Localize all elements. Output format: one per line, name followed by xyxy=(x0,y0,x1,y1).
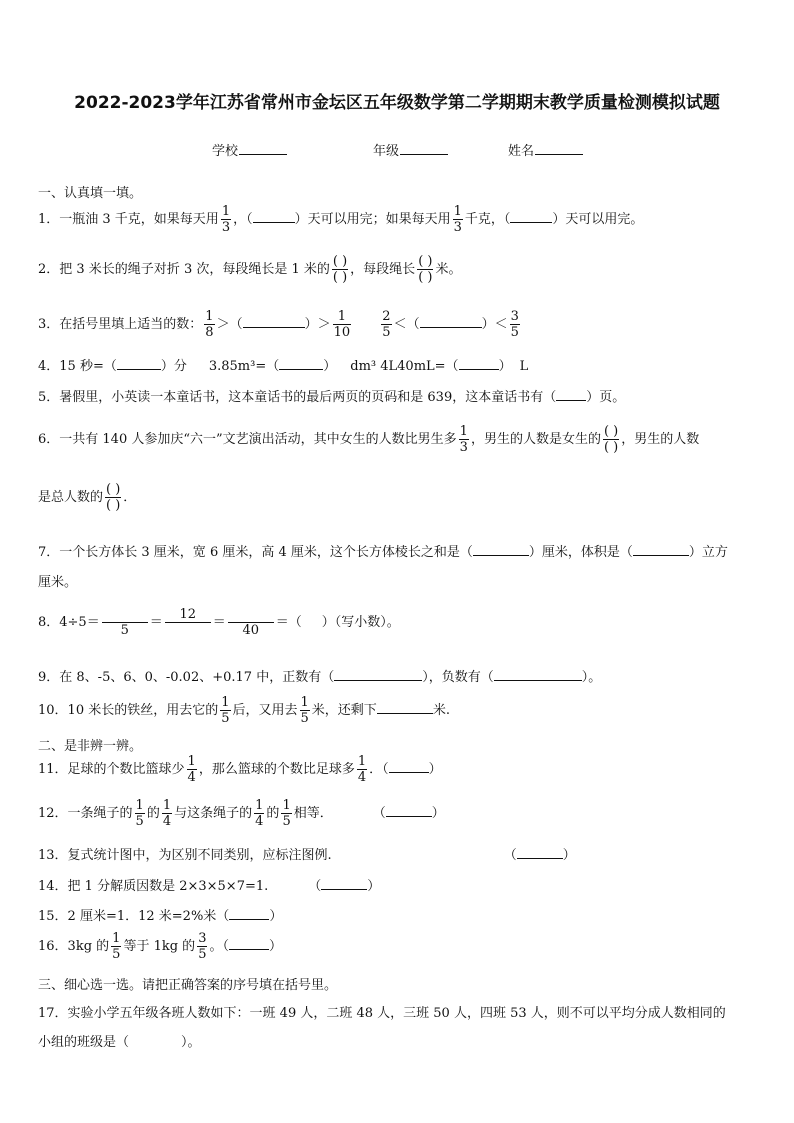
question-10: 10．10 米长的铁丝，用去它的 $\frac{1}{5}$ 后，又用去 $\frac{1}{5}$ 米，还剩下 米. xyxy=(38,695,450,726)
question-1: 1．一瓶油 3 千克，如果每天用 $\frac{1}{3}$ ，（ ）天可以用完；如果每天用 $\frac{1}{3}$ 千克，（ ）天可以用完。 xyxy=(38,204,644,235)
section-3-heading: 三、细心选一选。请把正确答案的序号填在括号里。 xyxy=(38,978,338,993)
answer-blank[interactable] xyxy=(494,680,582,681)
question-7: 7．一个长方体长 3 厘米，宽 6 厘米，高 4 厘米，这个长方体棱长之和是（ ）厘米，体积是（ ）立方 xyxy=(38,545,728,560)
answer-blank[interactable] xyxy=(377,713,433,714)
fraction: $\frac{1}{3}$ xyxy=(453,204,462,235)
section-1-heading: 一、认真填一填。 xyxy=(38,186,143,201)
fraction: $\frac{1}{4}$ xyxy=(255,798,264,829)
question-12: 12．一条绳子的 $\frac{1}{5}$ 的 $\frac{1}{4}$ 与这条绳子的 $\frac{1}{4}$ 的 $\frac{1}{5}$ 相等． （ ） xyxy=(38,798,445,829)
fraction-blank[interactable]: 12 xyxy=(165,608,211,637)
answer-blank[interactable] xyxy=(253,222,295,223)
answer-blank[interactable] xyxy=(334,680,422,681)
question-11: 11．足球的个数比篮球少 $\frac{1}{4}$ ，那么篮球的个数比足球多 $\frac{1}{4}$ ．（ ） xyxy=(38,754,442,785)
fraction: $\frac{1}{5}$ xyxy=(282,798,291,829)
question-9: 9．在 8、-5、6、0、-0.02、+0.17 中，正数有（ ），负数有（ ）。 xyxy=(38,670,602,685)
answer-blank[interactable] xyxy=(229,919,269,920)
question-6: 6．一共有 140 人参加庆“六一”文艺演出活动，其中女生的人数比男生多 $\frac{1}{3}$ ，男生的人数是女生的 $\frac{( )}{( )}$ ，男生的人数 xyxy=(38,424,700,455)
fraction: $\frac{3}{5}$ xyxy=(510,309,519,340)
answer-blank[interactable] xyxy=(117,369,161,370)
answer-blank[interactable] xyxy=(473,555,529,556)
answer-blank[interactable] xyxy=(229,949,269,950)
question-14: 14．把 1 分解质因数是 2×3×5×7=1. （ ） xyxy=(38,879,381,894)
fraction-blank[interactable]: 40 xyxy=(228,608,274,637)
answer-blank[interactable] xyxy=(389,772,429,773)
question-6-cont: 是总人数的 $\frac{( )}{( )}$ ． xyxy=(38,482,137,513)
school-field[interactable] xyxy=(212,140,287,159)
fraction: $\frac{1}{10}$ xyxy=(333,309,351,340)
fraction: $\frac{1}{3}$ xyxy=(221,204,231,235)
grade-blank[interactable] xyxy=(400,142,448,155)
answer-blank[interactable] xyxy=(321,889,367,890)
question-5: 5．暑假里，小英读一本童话书，这本童话书的最后两页的页码和是 639，这本童话书有（ ）页。 xyxy=(38,390,626,405)
question-3: 3．在括号里填上适当的数： $\frac{1}{8}$ ＞（ ）＞ $\frac{1}{10}$ $\frac{2}{5}$ ＜（ ）＜ $\frac{3}{5}$ xyxy=(38,309,519,340)
fraction: $\frac{2}{5}$ xyxy=(382,309,391,340)
answer-blank[interactable] xyxy=(459,369,499,370)
fraction-blank[interactable]: 5 xyxy=(102,608,148,637)
fraction-blank[interactable]: $\frac{( )}{( )}$ xyxy=(106,482,121,513)
fraction: $\frac{1}{5}$ xyxy=(300,695,309,726)
fraction-blank[interactable]: $\frac{( )}{( )}$ xyxy=(418,254,433,285)
fraction: $\frac{1}{5}$ xyxy=(112,931,121,962)
fraction: $\frac{1}{5}$ xyxy=(135,798,144,829)
name-field[interactable] xyxy=(508,140,583,159)
answer-blank[interactable] xyxy=(556,400,586,401)
name-label: 姓名 xyxy=(508,144,535,159)
fraction-blank[interactable]: $\frac{( )}{( )}$ xyxy=(603,424,619,455)
fraction: $\frac{1}{5}$ xyxy=(221,695,230,726)
section-2-heading: 二、是非辨一辨。 xyxy=(38,739,143,754)
question-15: 15．2 厘米=1．12 米=2%米（ ） xyxy=(38,909,283,924)
fraction: $\frac{1}{3}$ xyxy=(459,424,468,455)
answer-blank[interactable] xyxy=(386,816,432,817)
question-8: 8．4÷5＝ 5 ＝ 12 ＝ 40 ＝（ ）（写小数）。 xyxy=(38,607,400,638)
fraction-blank[interactable]: $\frac{( )}{( )}$ xyxy=(332,254,348,285)
question-4: 4．15 秒=（ ）分 3.85m³=（ ） dm³ 4L40mL=（ ） L xyxy=(38,359,529,374)
school-label: 学校 xyxy=(212,144,239,159)
fraction: $\frac{1}{4}$ xyxy=(162,798,172,829)
answer-blank[interactable] xyxy=(510,222,552,223)
question-17: 17．实验小学五年级各班人数如下：一班 49 人，二班 48 人，三班 50 人，四班 53 人，则不可以平均分成人数相同的 xyxy=(38,1006,726,1021)
fraction: $\frac{1}{4}$ xyxy=(187,754,196,785)
answer-blank[interactable] xyxy=(633,555,689,556)
grade-field[interactable] xyxy=(373,140,448,159)
grade-label: 年级 xyxy=(373,144,400,159)
fraction: $\frac{3}{5}$ xyxy=(198,931,207,962)
answer-blank[interactable] xyxy=(420,327,482,328)
question-13: 13．复式统计图中，为区别不同类别，应标注图例. （ ） xyxy=(38,848,576,863)
school-blank[interactable] xyxy=(239,142,287,155)
fraction: $\frac{1}{4}$ xyxy=(357,754,367,785)
question-2: 2．把 3 米长的绳子对折 3 次，每段绳长是 1 米的 $\frac{( )}{( )}$ ，每段绳长 $\frac{( )}{( )}$ 米。 xyxy=(38,254,462,285)
answer-blank[interactable] xyxy=(517,858,563,859)
question-17-cont: 小组的班级是（ ）。 xyxy=(38,1035,201,1050)
fraction: $\frac{1}{8}$ xyxy=(205,309,214,340)
question-7-cont: 厘米。 xyxy=(38,575,78,590)
name-blank[interactable] xyxy=(535,142,583,155)
answer-blank[interactable] xyxy=(243,327,305,328)
answer-blank[interactable] xyxy=(279,369,323,370)
question-16: 16．3kg 的 $\frac{1}{5}$ 等于 1kg 的 $\frac{3}{5}$ 。（ ） xyxy=(38,931,282,962)
page-title: 2022-2023学年江苏省常州市金坛区五年级数学第二学期期末教学质量检测模拟试题 xyxy=(74,93,720,113)
